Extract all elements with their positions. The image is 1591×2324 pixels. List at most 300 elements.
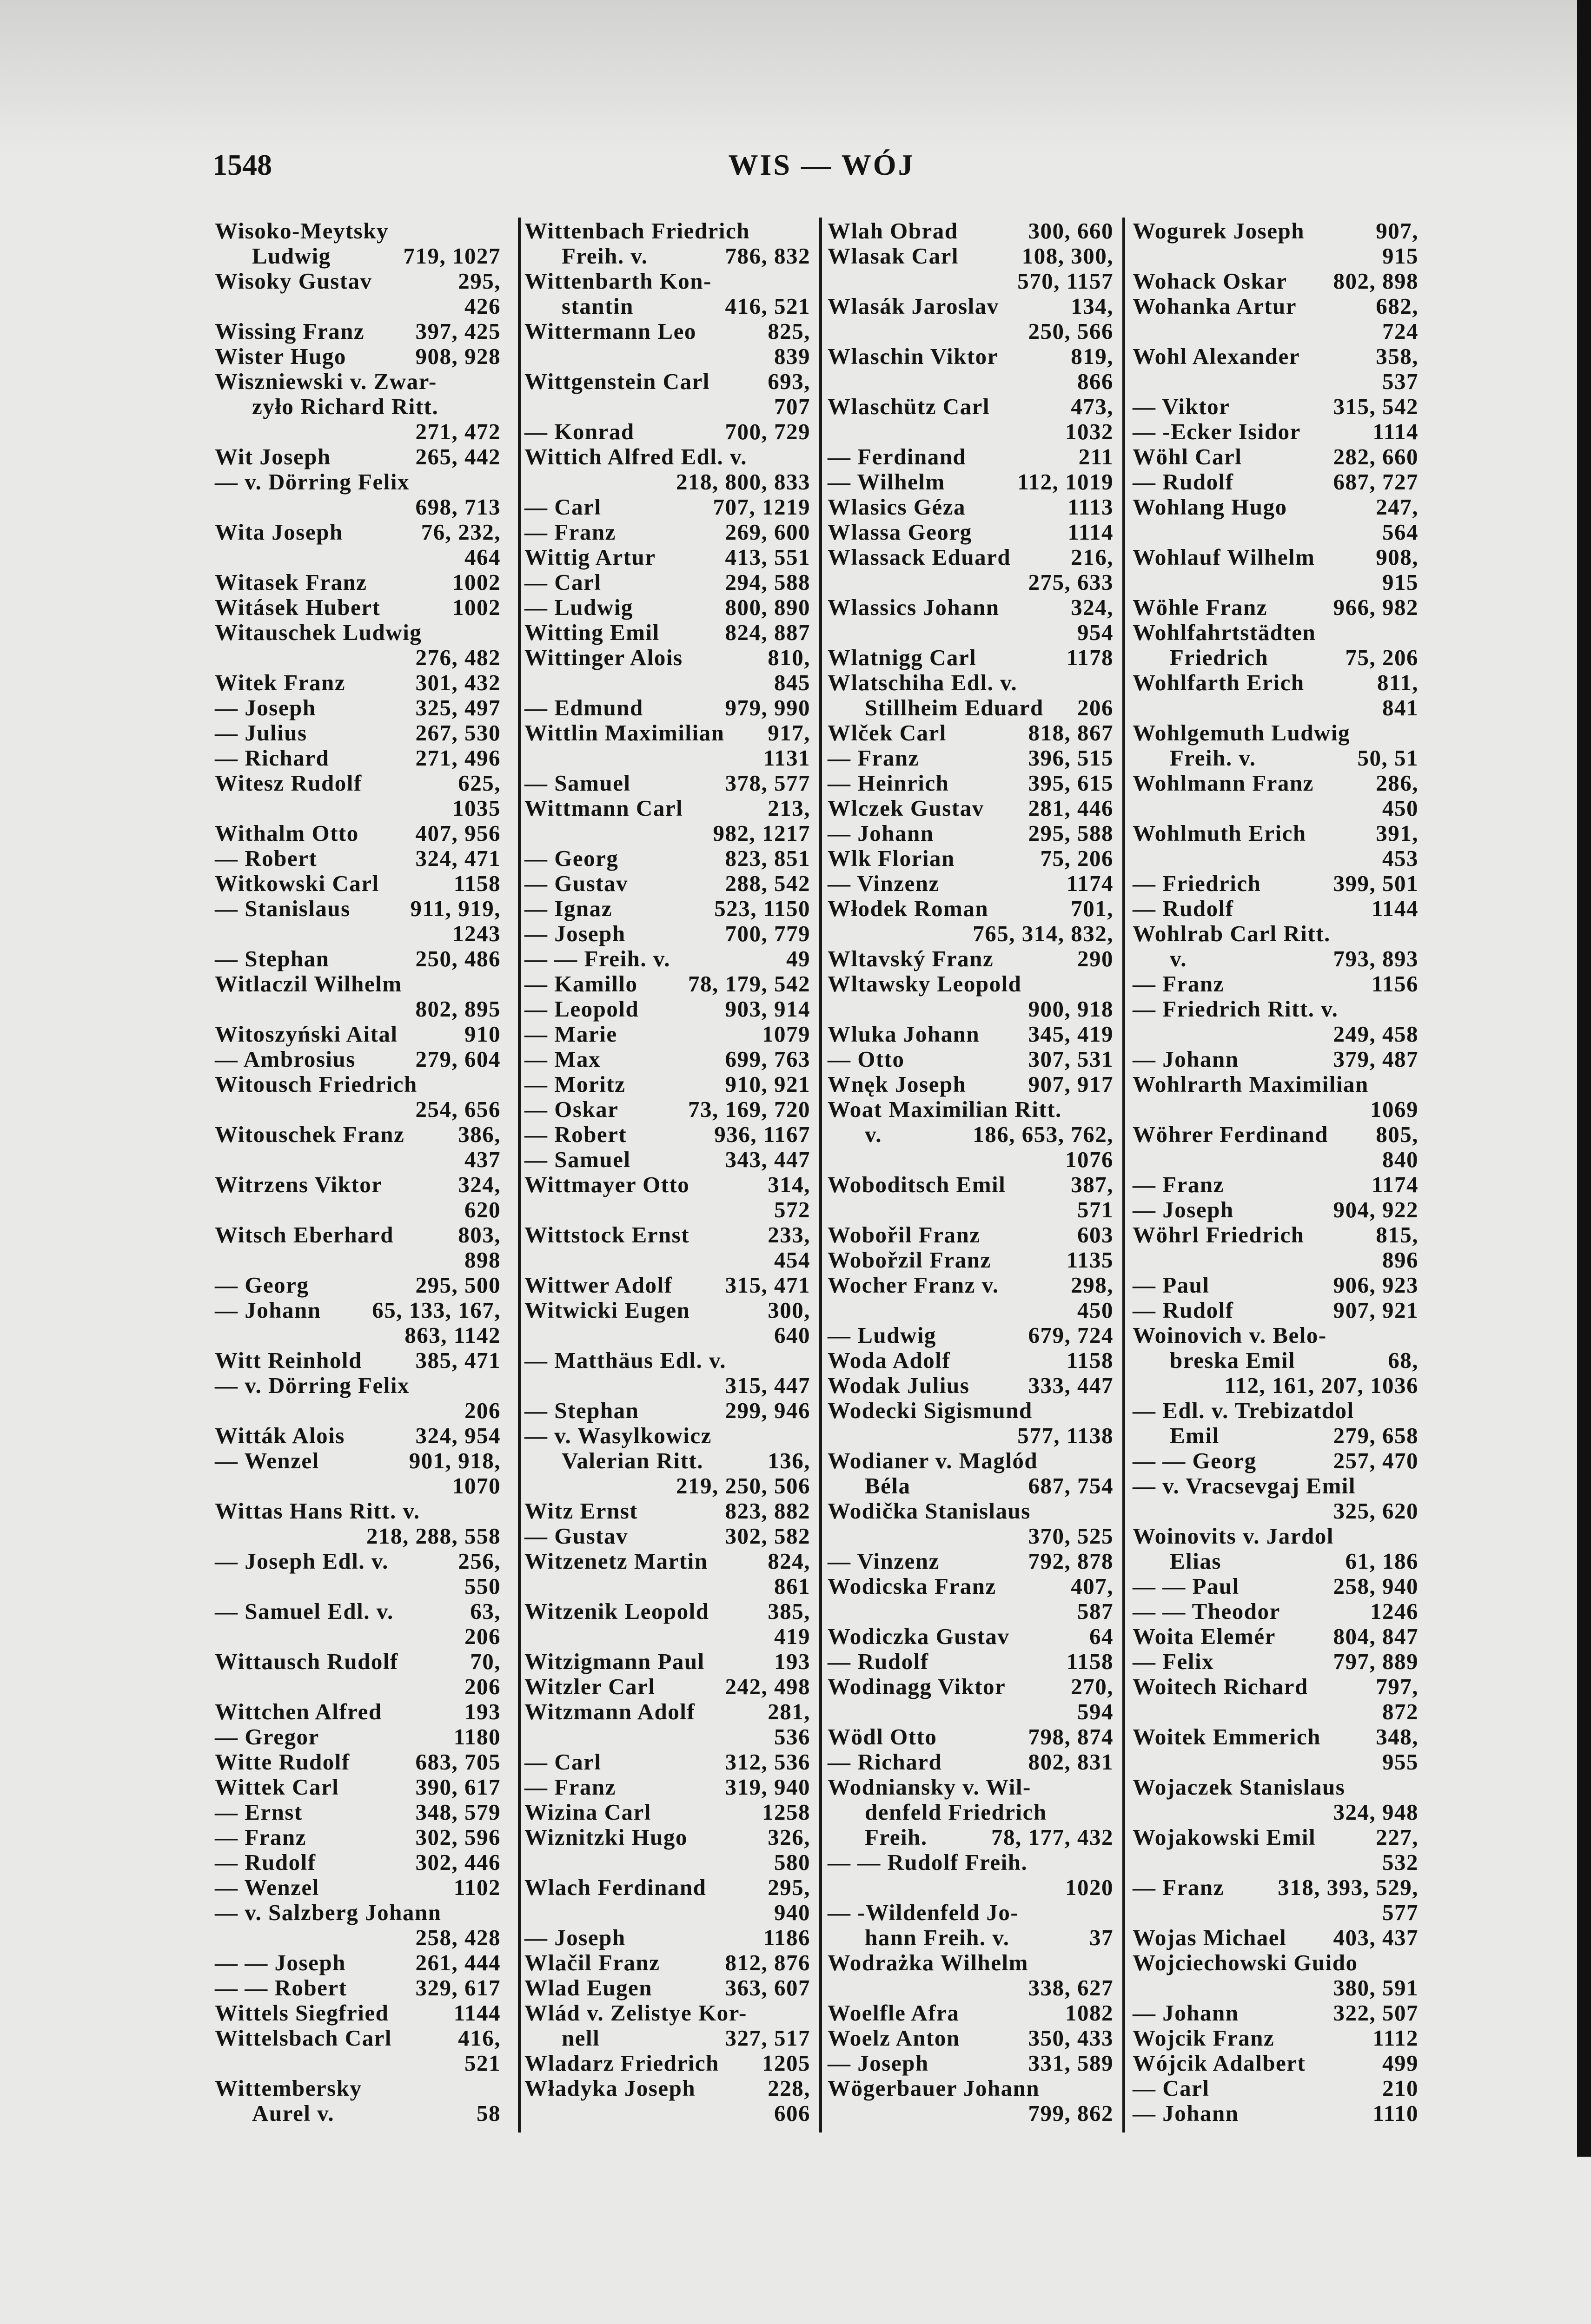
entry-page-refs: 219, 250, 506: [676, 1473, 810, 1499]
index-entry: [828, 2026, 1114, 2051]
entry-name: — Stephan: [215, 946, 330, 971]
index-entry: [1133, 1674, 1419, 1699]
index-entry: [524, 294, 810, 319]
entry-page-refs: 302, 596: [415, 1824, 501, 1850]
entry-name: — — Robert: [215, 1975, 347, 2000]
entry-page-refs: 954: [1077, 620, 1114, 645]
entry-page-refs: 719, 1027: [403, 243, 501, 269]
index-entry: [524, 1775, 810, 1800]
entry-name: Wlah Obrad: [828, 218, 958, 244]
entry-name: Witrzens Viktor: [215, 1172, 383, 1197]
entry-name: — Carl: [524, 1749, 602, 1775]
index-entry: [524, 1524, 810, 1549]
entry-name: Elias: [1170, 1548, 1221, 1574]
entry-name: Wocher Franz v.: [828, 1272, 999, 1298]
index-entry: [828, 1348, 1114, 1373]
entry-name: Wojakowski Emil: [1133, 1824, 1316, 1850]
index-entry: [1133, 1900, 1419, 1925]
index-entry: [215, 1097, 501, 1122]
entry-name: Wödl Otto: [828, 1724, 937, 1750]
index-column-1: [215, 218, 501, 2126]
entry-page-refs: 707, 1219: [713, 494, 810, 520]
entry-name: — Franz: [524, 519, 616, 545]
entry-name: — v. Wasylkowicz: [524, 1423, 712, 1448]
entry-name: stantin: [562, 293, 634, 319]
entry-name: v.: [1170, 946, 1187, 971]
entry-name: — Matthäus Edl. v.: [524, 1347, 727, 1373]
entry-name: Wohanka Artur: [1133, 293, 1297, 319]
entry-page-refs: 233,: [768, 1222, 810, 1248]
entry-page-refs: 281, 446: [1028, 795, 1114, 821]
entry-name: Witták Alois: [215, 1423, 345, 1448]
entry-page-refs: 78, 179, 542: [688, 971, 810, 997]
index-entry: [1133, 1750, 1419, 1775]
index-entry: [524, 1448, 810, 1473]
entry-page-refs: 966, 982: [1333, 594, 1419, 620]
index-entry: [1133, 1097, 1419, 1122]
entry-page-refs: 275, 633: [1028, 569, 1114, 595]
index-entry: [215, 1900, 501, 1925]
entry-page-refs: 841: [1382, 695, 1419, 720]
entry-page-refs: 416,: [458, 2025, 501, 2051]
entry-name: Woat Maximilian Ritt.: [828, 1096, 1062, 1122]
entry-page-refs: 699, 763: [725, 1046, 810, 1072]
index-entry: [828, 294, 1114, 319]
entry-page-refs: 693,: [768, 369, 810, 394]
index-entry: [524, 1850, 810, 1875]
index-entry: [828, 344, 1114, 369]
entry-name: — — Theodor: [1133, 1598, 1280, 1624]
entry-name: — -Wildenfeld Jo-: [828, 1900, 1019, 1925]
index-entry: [828, 1925, 1114, 1950]
index-entry: [524, 796, 810, 821]
entry-page-refs: 1112: [1372, 2025, 1419, 2051]
index-entry: [215, 1248, 501, 1273]
entry-page-refs: 906, 923: [1333, 1272, 1419, 1298]
index-entry: [828, 1273, 1114, 1298]
index-entry: [524, 1699, 810, 1724]
entry-page-refs: 802, 898: [1333, 268, 1419, 294]
entry-name: Wojciechowski Guido: [1133, 1950, 1358, 1975]
index-entry: [215, 946, 501, 971]
index-entry: [828, 1850, 1114, 1875]
entry-name: — Joseph: [524, 1925, 626, 1950]
index-entry: [828, 1825, 1114, 1850]
index-entry: [1133, 1022, 1419, 1047]
entry-page-refs: 898: [464, 1247, 501, 1273]
entry-page-refs: 900, 918: [1028, 996, 1114, 1022]
entry-name: Wittelsbach Carl: [215, 2025, 392, 2051]
index-entry: [1133, 971, 1419, 997]
entry-page-refs: 724: [1382, 318, 1419, 344]
index-entry: [524, 997, 810, 1022]
entry-name: hann Freih. v.: [865, 1925, 1010, 1950]
entry-page-refs: 687, 754: [1028, 1473, 1114, 1499]
entry-page-refs: 1178: [1066, 645, 1114, 670]
entry-page-refs: 1180: [453, 1724, 501, 1750]
entry-name: Wohlrab Carl Ritt.: [1133, 921, 1331, 946]
index-entry: [1133, 695, 1419, 720]
entry-name: Wlassack Eduard: [828, 544, 1011, 570]
entry-page-refs: 580: [774, 1849, 810, 1875]
index-entry: [1133, 1775, 1419, 1800]
entry-page-refs: 399, 501: [1333, 871, 1419, 896]
index-entry: [524, 1197, 810, 1222]
entry-page-refs: 61, 186: [1345, 1548, 1419, 1574]
entry-name: Wiszniewski v. Zwar-: [215, 369, 437, 394]
entry-page-refs: 979, 990: [725, 695, 810, 720]
entry-page-refs: 594: [1077, 1699, 1114, 1724]
entry-page-refs: 108, 300,: [1021, 243, 1114, 269]
entry-name: — — Rudolf Freih.: [828, 1849, 1028, 1875]
scan-edge: [1577, 0, 1591, 2157]
entry-page-refs: 570, 1157: [1017, 268, 1114, 294]
index-entry: [1133, 1248, 1419, 1273]
index-entry: [1133, 1975, 1419, 2000]
entry-page-refs: 327, 517: [725, 2025, 810, 2051]
entry-page-refs: 707: [774, 394, 810, 419]
index-entry: [1133, 1950, 1419, 1975]
entry-page-refs: 227,: [1376, 1824, 1419, 1850]
entry-page-refs: 450: [1077, 1297, 1114, 1323]
index-entry: [1133, 1925, 1419, 1950]
index-entry: [524, 1248, 810, 1273]
index-entry: [1133, 1172, 1419, 1197]
entry-name: — Johann: [1133, 1046, 1239, 1072]
entry-page-refs: 811,: [1377, 670, 1419, 695]
index-entry: [828, 1900, 1114, 1925]
entry-page-refs: 288, 542: [725, 871, 810, 896]
entry-page-refs: 572: [774, 1197, 810, 1222]
entry-page-refs: 390, 617: [415, 1774, 501, 1800]
index-entry: [524, 746, 810, 771]
index-entry: [215, 1574, 501, 1599]
index-entry: [524, 1323, 810, 1348]
entry-page-refs: 416, 521: [725, 293, 810, 319]
index-entry: [215, 244, 501, 269]
entry-name: Wobořil Franz: [828, 1222, 981, 1248]
entry-name: Wlád v. Zelistye Kor-: [524, 2000, 747, 2026]
entry-name: — Franz: [1133, 1172, 1224, 1197]
entry-name: Witlaczil Wilhelm: [215, 971, 402, 997]
entry-name: — Kamillo: [524, 971, 638, 997]
index-entry: [828, 1574, 1114, 1599]
index-entry: [215, 1022, 501, 1047]
index-entry: [1133, 469, 1419, 495]
index-entry: [828, 1473, 1114, 1499]
entry-name: Wita Joseph: [215, 519, 343, 545]
entry-page-refs: 391,: [1376, 820, 1419, 846]
entry-name: Wlatnigg Carl: [828, 645, 977, 670]
entry-page-refs: 797,: [1376, 1674, 1419, 1699]
index-entry: [1133, 1624, 1419, 1649]
entry-name: — Friedrich Ritt. v.: [1133, 996, 1339, 1022]
index-entry: [215, 746, 501, 771]
entry-page-refs: 193: [464, 1699, 501, 1724]
index-entry: [215, 771, 501, 796]
entry-name: — Ambrosius: [215, 1046, 356, 1072]
entry-name: Wohlrarth Maximilian: [1133, 1071, 1369, 1097]
index-entry: [524, 269, 810, 294]
index-entry: [828, 1298, 1114, 1323]
entry-name: Aurel v.: [252, 2100, 335, 2126]
entry-name: Wittstock Ernst: [524, 1222, 690, 1248]
entry-page-refs: 620: [464, 1197, 501, 1222]
entry-name: Wohlauf Wilhelm: [1133, 544, 1315, 570]
index-entry: [524, 670, 810, 695]
index-entry: [828, 921, 1114, 946]
entry-name: Witwicki Eugen: [524, 1297, 690, 1323]
index-entry: [1133, 720, 1419, 746]
entry-name: — Robert: [215, 845, 318, 871]
entry-page-refs: 363, 607: [725, 1975, 810, 2000]
entry-name: Wlach Ferdinand: [524, 1875, 707, 1900]
entry-name: Wittenbach Friedrich: [524, 218, 750, 244]
index-entry: [524, 1900, 810, 1925]
index-entry: [215, 1800, 501, 1825]
index-entry: [524, 1499, 810, 1524]
index-entry: [1133, 1348, 1419, 1373]
entry-name: — Johann: [828, 820, 934, 846]
index-entry: [1133, 1323, 1419, 1348]
entry-page-refs: 282, 660: [1333, 444, 1419, 469]
entry-page-refs: 840: [1382, 1147, 1419, 1172]
entry-name: Freih.: [865, 1824, 928, 1850]
entry-name: — Carl: [524, 494, 602, 520]
entry-name: — Ignaz: [524, 896, 612, 921]
index-entry: [215, 344, 501, 369]
index-entry: [215, 419, 501, 444]
index-entry: [828, 570, 1114, 595]
index-entry: [215, 1599, 501, 1624]
entry-name: Włodek Roman: [828, 896, 989, 921]
entry-name: Witzmann Adolf: [524, 1699, 696, 1724]
index-entry: [524, 645, 810, 670]
entry-page-refs: 75, 206: [1040, 845, 1114, 871]
entry-page-refs: 915: [1382, 569, 1419, 595]
index-entry: [215, 1448, 501, 1473]
index-entry: [524, 595, 810, 620]
entry-page-refs: 537: [1382, 369, 1419, 394]
index-entry: [828, 595, 1114, 620]
entry-name: — — Georg: [1133, 1448, 1257, 1473]
index-entry: [828, 1649, 1114, 1674]
index-entry: [828, 444, 1114, 469]
entry-page-refs: 454: [774, 1247, 810, 1273]
entry-page-refs: 186, 653, 762,: [973, 1122, 1114, 1147]
index-entry: [828, 1674, 1114, 1699]
entry-name: Emil: [1170, 1423, 1220, 1448]
entry-name: Wöhrer Ferdinand: [1133, 1122, 1329, 1147]
index-entry: [524, 1649, 810, 1674]
entry-name: v.: [865, 1122, 882, 1147]
entry-name: Wittinger Alois: [524, 645, 683, 670]
entry-page-refs: 803,: [458, 1222, 501, 1248]
entry-page-refs: 940: [774, 1900, 810, 1925]
entry-page-refs: 299, 946: [725, 1398, 810, 1423]
index-entry: [828, 244, 1114, 269]
entry-page-refs: 315, 471: [725, 1272, 810, 1298]
entry-page-refs: 413, 551: [725, 544, 810, 570]
entry-name: — Franz: [215, 1824, 306, 1850]
entry-name: Wizina Carl: [524, 1799, 651, 1825]
index-entry: [1133, 821, 1419, 846]
index-entry: [828, 746, 1114, 771]
index-entry: [1133, 244, 1419, 269]
index-entry: [1133, 1724, 1419, 1750]
entry-page-refs: 1144: [1371, 896, 1419, 921]
entry-page-refs: 1246: [1370, 1598, 1419, 1624]
index-entry: [828, 771, 1114, 796]
index-entry: [215, 1147, 501, 1172]
entry-page-refs: 625,: [458, 770, 501, 796]
index-entry: [215, 821, 501, 846]
entry-name: — Ferdinand: [828, 444, 967, 469]
entry-name: Béla: [865, 1473, 911, 1499]
entry-name: Witouschek Franz: [215, 1122, 405, 1147]
entry-page-refs: 1186: [763, 1925, 810, 1950]
entry-name: Wittchen Alfred: [215, 1699, 382, 1724]
index-entry: [524, 1624, 810, 1649]
entry-name: Wlasak Carl: [828, 243, 959, 269]
index-entry: [1133, 369, 1419, 394]
entry-page-refs: 701,: [1071, 896, 1114, 921]
entry-page-refs: 793, 893: [1333, 946, 1419, 971]
entry-page-refs: 1035: [452, 795, 501, 821]
index-entry: [828, 469, 1114, 495]
entry-page-refs: 350, 433: [1028, 2025, 1114, 2051]
entry-page-refs: 805,: [1376, 1122, 1419, 1147]
index-entry: [828, 670, 1114, 695]
entry-name: — Vinzenz: [828, 871, 940, 896]
entry-name: Wlczek Gustav: [828, 795, 984, 821]
entry-page-refs: 136,: [768, 1448, 810, 1473]
index-entry: [215, 695, 501, 720]
entry-page-refs: 450: [1382, 795, 1419, 821]
entry-name: Wodička Stanislaus: [828, 1498, 1031, 1524]
entry-page-refs: 211: [1078, 444, 1114, 469]
index-entry: [524, 1674, 810, 1699]
entry-page-refs: 936, 1167: [714, 1122, 810, 1147]
index-entry: [215, 1750, 501, 1775]
index-entry: [215, 1674, 501, 1699]
entry-page-refs: 1174: [1066, 871, 1114, 896]
index-entry: [1133, 394, 1419, 419]
entry-page-refs: 901, 918,: [409, 1448, 501, 1473]
index-entry: [1133, 1373, 1419, 1398]
entry-name: — Franz: [828, 745, 919, 771]
index-entry: [1133, 1147, 1419, 1172]
entry-name: — Richard: [215, 745, 330, 771]
entry-name: Withalm Otto: [215, 820, 359, 846]
entry-name: Woitech Richard: [1133, 1674, 1308, 1699]
index-entry: [215, 520, 501, 545]
index-entry: [1133, 1047, 1419, 1072]
entry-name: Witte Rudolf: [215, 1749, 350, 1775]
index-entry: [524, 846, 810, 871]
entry-name: — Marie: [524, 1021, 617, 1047]
entry-name: — v. Dörring Felix: [215, 1373, 410, 1398]
index-entry: [215, 1122, 501, 1147]
entry-name: — Georg: [215, 1272, 309, 1298]
entry-page-refs: 1158: [1066, 1649, 1114, 1674]
entry-page-refs: 1076: [1065, 1147, 1114, 1172]
entry-name: Witt Reinhold: [215, 1347, 362, 1373]
entry-page-refs: 325, 497: [415, 695, 501, 720]
index-entry: [524, 1373, 810, 1398]
entry-page-refs: 872: [1382, 1699, 1419, 1724]
entry-page-refs: 1069: [1370, 1096, 1419, 1122]
index-entry: [828, 319, 1114, 344]
entry-name: Wlad Eugen: [524, 1975, 653, 2000]
entry-name: Wojcik Franz: [1133, 2025, 1275, 2051]
entry-page-refs: 1258: [762, 1799, 810, 1825]
index-entry: [215, 720, 501, 746]
entry-page-refs: 249, 458: [1333, 1021, 1419, 1047]
index-entry: [215, 1850, 501, 1875]
entry-page-refs: 896: [1382, 1247, 1419, 1273]
entry-page-refs: 863, 1142: [404, 1322, 501, 1348]
index-entry: [215, 2076, 501, 2101]
index-entry: [828, 971, 1114, 997]
index-entry: [215, 1172, 501, 1197]
page-header: [212, 148, 1431, 185]
index-entry: [215, 1473, 501, 1499]
entry-name: Wittmayer Otto: [524, 1172, 690, 1197]
entry-page-refs: 824,: [768, 1548, 810, 1574]
index-entry: [215, 1875, 501, 1900]
index-entry: [1133, 796, 1419, 821]
entry-page-refs: 839: [774, 343, 810, 369]
index-entry: [215, 495, 501, 520]
entry-name: Wodniansky v. Wil-: [828, 1774, 1031, 1800]
index-entry: [828, 946, 1114, 971]
index-entry: [524, 469, 810, 495]
entry-name: Woinovits v. Jardol: [1133, 1523, 1334, 1549]
index-entry: [1133, 921, 1419, 946]
index-entry: [524, 369, 810, 394]
index-entry: [1133, 1524, 1419, 1549]
entry-page-refs: 397, 425: [415, 318, 501, 344]
entry-page-refs: 250, 486: [415, 946, 501, 971]
index-entry: [1133, 2101, 1419, 2126]
entry-page-refs: 318, 393, 529,: [1278, 1875, 1419, 1900]
entry-name: — v. Vracsevgaj Emil: [1133, 1473, 1356, 1499]
entry-name: — Georg: [524, 845, 619, 871]
entry-page-refs: 256,: [458, 1548, 501, 1574]
entry-page-refs: 955: [1382, 1749, 1419, 1775]
entry-name: Wittembersky: [215, 2075, 362, 2101]
index-entry: [1133, 2026, 1419, 2051]
index-entry: [215, 570, 501, 595]
index-entry: [828, 1975, 1114, 2000]
entry-page-refs: 319, 940: [725, 1774, 810, 1800]
index-entry: [828, 1122, 1114, 1147]
entry-page-refs: 812, 876: [725, 1950, 810, 1975]
entry-name: Wodecki Sigismund: [828, 1398, 1033, 1423]
index-entry: [524, 244, 810, 269]
index-entry: [1133, 1398, 1419, 1423]
index-entry: [215, 595, 501, 620]
entry-name: Wogurek Joseph: [1133, 218, 1305, 244]
entry-page-refs: 324,: [458, 1172, 501, 1197]
index-entry: [1133, 1649, 1419, 1674]
index-entry: [828, 1524, 1114, 1549]
entry-page-refs: 315, 542: [1333, 394, 1419, 419]
entry-page-refs: 281,: [768, 1699, 810, 1724]
index-entry: [524, 1975, 810, 2000]
entry-name: Wohlfarth Erich: [1133, 670, 1305, 695]
